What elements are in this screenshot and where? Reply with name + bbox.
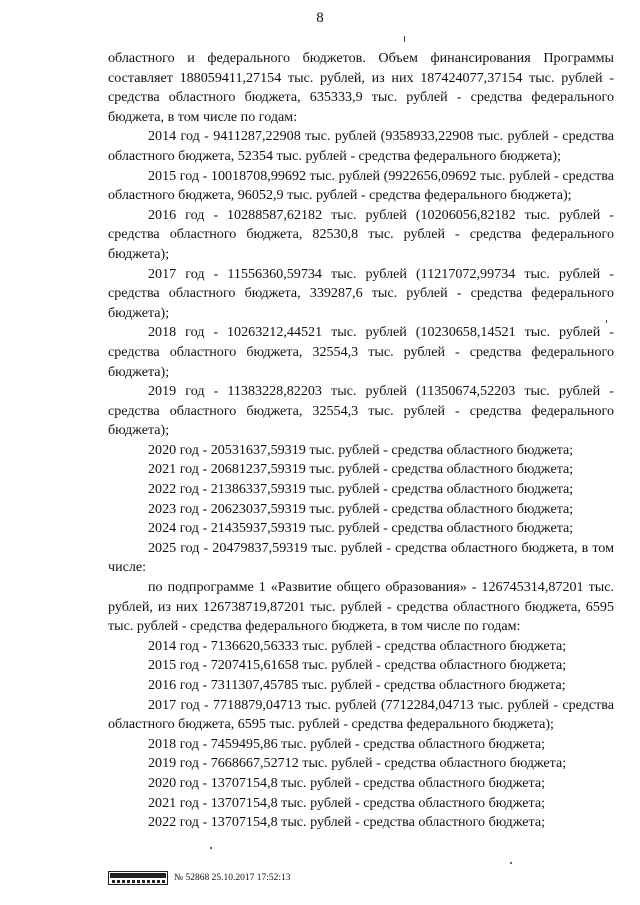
paragraph: 2017 год - 7718879,04713 тыс. рублей (7712284,04713 тыс. рублей - средства областного бюджета, 6595 тыс. рублей - средства федерального бюджета);: [108, 696, 614, 733]
paragraph: 2021 год - 13707154,8 тыс. рублей - средства областного бюджета;: [148, 794, 546, 811]
document-body: [108, 49, 614, 833]
paragraph: 2024 год - 21435937,59319 тыс. рублей - средства областного бюджета;: [148, 520, 574, 537]
paragraph: областного и федерального бюджетов. Объем финансирования Программы составляет 188059411,27154 тыс. рублей, из них 187424077,37154 тыс. рублей - средства областного бюджета, 635333,9 тыс. рублей - средства федерального бюджета, в том числе по годам:: [108, 50, 614, 125]
paragraph: 2015 год - 10018708,99692 тыс. рублей (9922656,09692 тыс. рублей - средства областного бюджета, 96052,9 тыс. рублей - средства федерального бюджета);: [108, 167, 614, 204]
paragraph: 2022 год - 13707154,8 тыс. рублей - средства областного бюджета;: [148, 814, 546, 831]
paragraph: 2019 год - 7668667,52712 тыс. рублей - средства областного бюджета;: [148, 755, 567, 772]
paragraph: 2018 год - 7459495,86 тыс. рублей - средства областного бюджета;: [148, 735, 546, 752]
paragraph: 2017 год - 11556360,59734 тыс. рублей (11217072,99734 тыс. рублей - средства областного бюджета, 339287,6 тыс. рублей - средства федерального бюджета);: [108, 265, 614, 321]
paragraph: 2021 год - 20681237,59319 тыс. рублей - средства областного бюджета;: [148, 461, 574, 478]
paragraph: 2025 год - 20479837,59319 тыс. рублей - средства областного бюджета, в том числе:: [108, 539, 614, 576]
scan-speck: [210, 847, 212, 849]
registration-stamp-text: № 52868 25.10.2017 17:52:13: [174, 873, 291, 883]
paragraph: 2014 год - 7136620,56333 тыс. рублей - средства областного бюджета;: [148, 637, 567, 654]
paragraph: 2016 год - 7311307,45785 тыс. рублей - средства областного бюджета;: [148, 677, 566, 693]
scan-speck: [606, 320, 607, 323]
paragraph: 2018 год - 10263212,44521 тыс. рублей (10230658,14521 тыс. рублей - средства областного бюджета, 32554,3 тыс. рублей - средства федерального бюджета);: [108, 324, 614, 380]
scan-speck: [510, 862, 512, 864]
paragraph: 2020 год - 13707154,8 тыс. рублей - средства областного бюджета;: [148, 774, 546, 791]
paragraph: 2016 год - 10288587,62182 тыс. рублей (10206056,82182 тыс. рублей - средства областного бюджета, 82530,8 тыс. рублей - средства федерального бюджета);: [108, 206, 614, 262]
paragraph: 2019 год - 11383228,82203 тыс. рублей (11350674,52203 тыс. рублей - средства областного бюджета, 32554,3 тыс. рублей - средства федерального бюджета);: [108, 383, 614, 439]
document-footer: [108, 869, 528, 887]
paragraph: 2023 год - 20623037,59319 тыс. рублей - средства областного бюджета;: [148, 500, 574, 517]
paragraph: 2015 год - 7207415,61658 тыс. рублей - средства областного бюджета;: [148, 657, 567, 674]
paragraph: 2020 год - 20531637,59319 тыс. рублей - средства областного бюджета;: [148, 441, 574, 458]
paragraph: 2022 год - 21386337,59319 тыс. рублей - средства областного бюджета;: [148, 481, 574, 498]
page-number: 8: [316, 10, 324, 26]
registry-stamp-icon: [108, 871, 168, 885]
paragraph: по подпрограмме 1 «Развитие общего образования» - 126745314,87201 тыс. рублей, из них 126738719,87201 тыс. рублей - средства областного бюджета, 6595 тыс. рублей - средства федерального бюджета, в том числе по годам:: [108, 579, 614, 635]
scan-speck: [404, 36, 405, 42]
paragraph: 2014 год - 9411287,22908 тыс. рублей (9358933,22908 тыс. рублей - средства областного бюджета, 52354 тыс. рублей - средства федерального бюджета);: [108, 128, 614, 164]
